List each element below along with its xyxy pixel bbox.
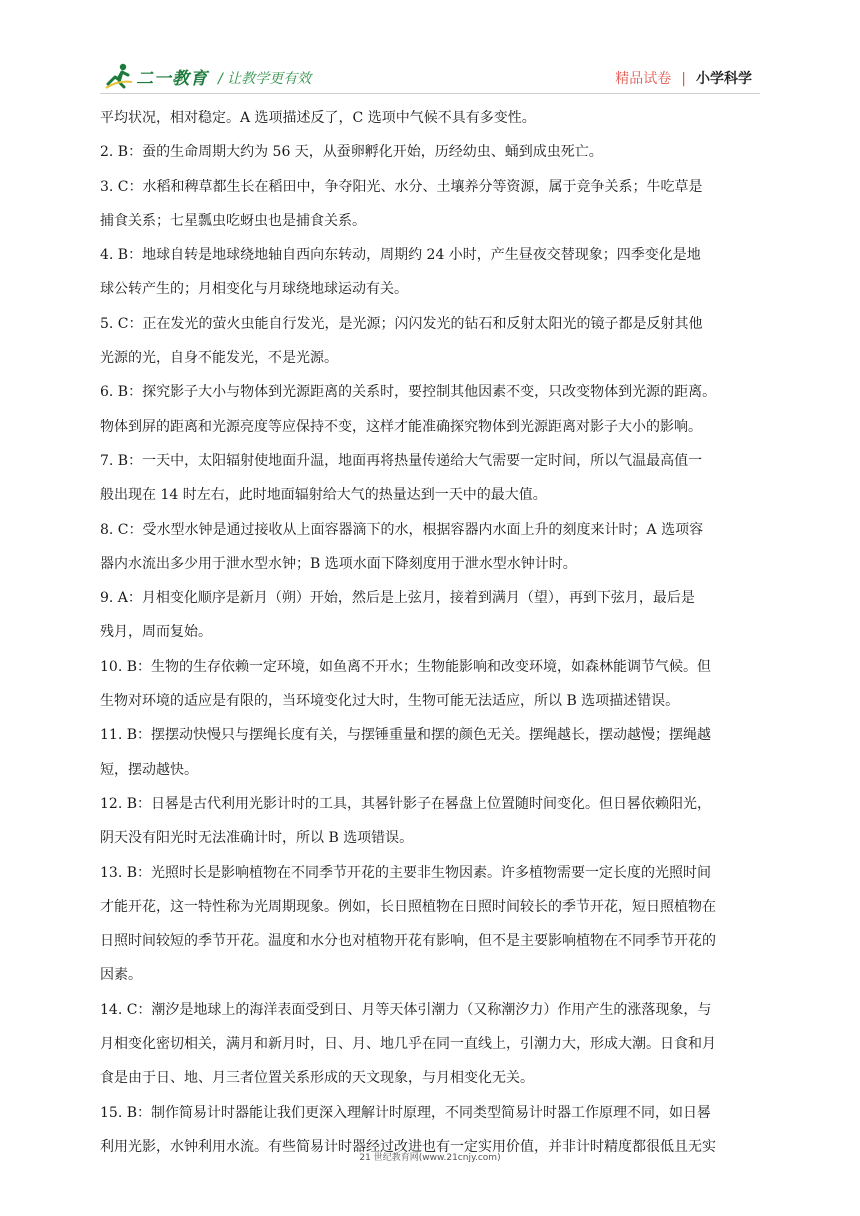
header-separator: | <box>681 71 686 87</box>
header-tag-left: 精品试卷 <box>615 71 672 87</box>
answer-6-line-1: 6. B：探究影子大小与物体到光源距离的关系时，要控制其他因素不变，只改变物体到光源的距离。 <box>100 384 717 401</box>
answer-4-line-1: 4. B：地球自转是地球绕地轴自西向东转动，周期约 24 小时，产生昼夜交替现象；四季变化是地 <box>100 247 701 264</box>
answer-10-line-1: 10. B：生物的生存依赖一定环境，如鱼离不开水；生物能影响和改变环境，如森林能调节气候。但 <box>100 658 712 675</box>
page-header <box>100 58 760 98</box>
answer-8-line-1: 8. C：受水型水钟是通过接收从上面容器滴下的水，根据容器内水面上升的刻度来计时；A 选项容 <box>100 521 704 538</box>
answer-13-line-4: 因素。 <box>100 967 142 984</box>
answer-12-line-2: 阴天没有阳光时无法准确计时，所以 B 选项错误。 <box>100 830 414 847</box>
answer-14-line-3: 食是由于日、地、月三者位置关系形成的天文现象，与月相变化无关。 <box>100 1070 534 1087</box>
answer-list <box>100 101 762 1164</box>
answer-11-line-2: 短，摆动越快。 <box>100 761 198 778</box>
answer-3-line-2: 捕食关系；七星瓢虫吃蚜虫也是捕食关系。 <box>100 212 366 229</box>
answer-1-line-1: 平均状况，相对稳定。A 选项描述反了，C 选项中气候不具有多变性。 <box>100 110 536 126</box>
answer-4-line-2: 球公转产生的；月相变化与月球绕地球运动有关。 <box>100 281 408 298</box>
header-tag <box>615 68 752 88</box>
answer-15-line-1: 15. B：制作简易计时器能让我们更深入理解计时原理，不同类型简易计时器工作原理不同，如日晷 <box>100 1104 712 1121</box>
header-divider <box>100 93 760 94</box>
answer-8-line-2: 器内水流出多少用于泄水型水钟；B 选项水面下降刻度用于泄水型水钟计时。 <box>100 555 577 572</box>
answer-2-line-1: 2. B：蚕的生命周期大约为 56 天，从蚕卵孵化开始，历经幼虫、蛹到成虫死亡。 <box>100 144 603 161</box>
answer-15-line-2: 利用光影，水钟利用水流。有些简易计时器经过改进也有一定实用价值，并非计时精度都很低且无实 <box>100 1138 716 1155</box>
logo-text: 二一教育 <box>136 68 208 89</box>
answer-13-line-2: 才能开花，这一特性称为光周期现象。例如，长日照植物在日照时间较长的季节开花，短日照植物在 <box>100 898 716 915</box>
slogan: / 让教学更有效 <box>218 71 312 87</box>
answer-12-line-1: 12. B：日晷是古代利用光影计时的工具，其晷针影子在晷盘上位置随时间变化。但日晷依赖阳光， <box>100 795 712 812</box>
answer-14-line-2: 月相变化密切相关，满月和新月时，日、月、地几乎在同一直线上，引潮力大，形成大潮。日食和月 <box>100 1036 716 1053</box>
answer-11-line-1: 11. B：摆摆动快慢只与摆绳长度有关，与摆锤重量和摆的颜色无关。摆绳越长，摆动越慢；摆绳越 <box>100 727 712 744</box>
logo <box>104 62 208 90</box>
answer-9-line-2: 残月，周而复始。 <box>100 624 212 641</box>
page-footer: 21 世纪教育网(www.21cnjy.com) <box>359 1153 501 1163</box>
answer-6-line-2: 物体到屏的距离和光源亮度等应保持不变，这样才能准确探究物体到光源距离对影子大小的影响。 <box>100 418 702 435</box>
answer-7-line-2: 般出现在 14 时左右，此时地面辐射给大气的热量达到一天中的最大值。 <box>100 487 547 504</box>
answer-13-line-1: 13. B：光照时长是影响植物在不同季节开花的主要非生物因素。许多植物需要一定长度的光照时间 <box>100 864 712 881</box>
runner-logo-icon <box>104 62 134 90</box>
header-tag-right: 小学科学 <box>696 71 752 87</box>
answer-9-line-1: 9. A：月相变化顺序是新月（朔）开始，然后是上弦月，接着到满月（望），再到下弦月，最后是 <box>100 590 695 607</box>
answer-3-line-1: 3. C：水稻和稗草都生长在稻田中，争夺阳光、水分、土壤养分等资源，属于竞争关系；牛吃草是 <box>100 178 703 195</box>
answer-13-line-3: 日照时间较短的季节开花。温度和水分也对植物开花有影响，但不是主要影响植物在不同季节开花的 <box>100 933 716 950</box>
answer-5-line-1: 5. C：正在发光的萤火虫能自行发光，是光源；闪闪发光的钻石和反射太阳光的镜子都是反射其他 <box>100 315 703 332</box>
answer-14-line-1: 14. C：潮汐是地球上的海洋表面受到日、月等天体引潮力（又称潮汐力）作用产生的涨落现象，与 <box>100 1001 712 1018</box>
answer-5-line-2: 光源的光，自身不能发光，不是光源。 <box>100 350 338 367</box>
answer-10-line-2: 生物对环境的适应是有限的，当环境变化过大时，生物可能无法适应，所以 B 选项描述错误。 <box>100 693 680 710</box>
answer-7-line-1: 7. B：一天中，太阳辐射使地面升温，地面再将热量传递给大气需要一定时间，所以气温最高值一 <box>100 452 703 469</box>
